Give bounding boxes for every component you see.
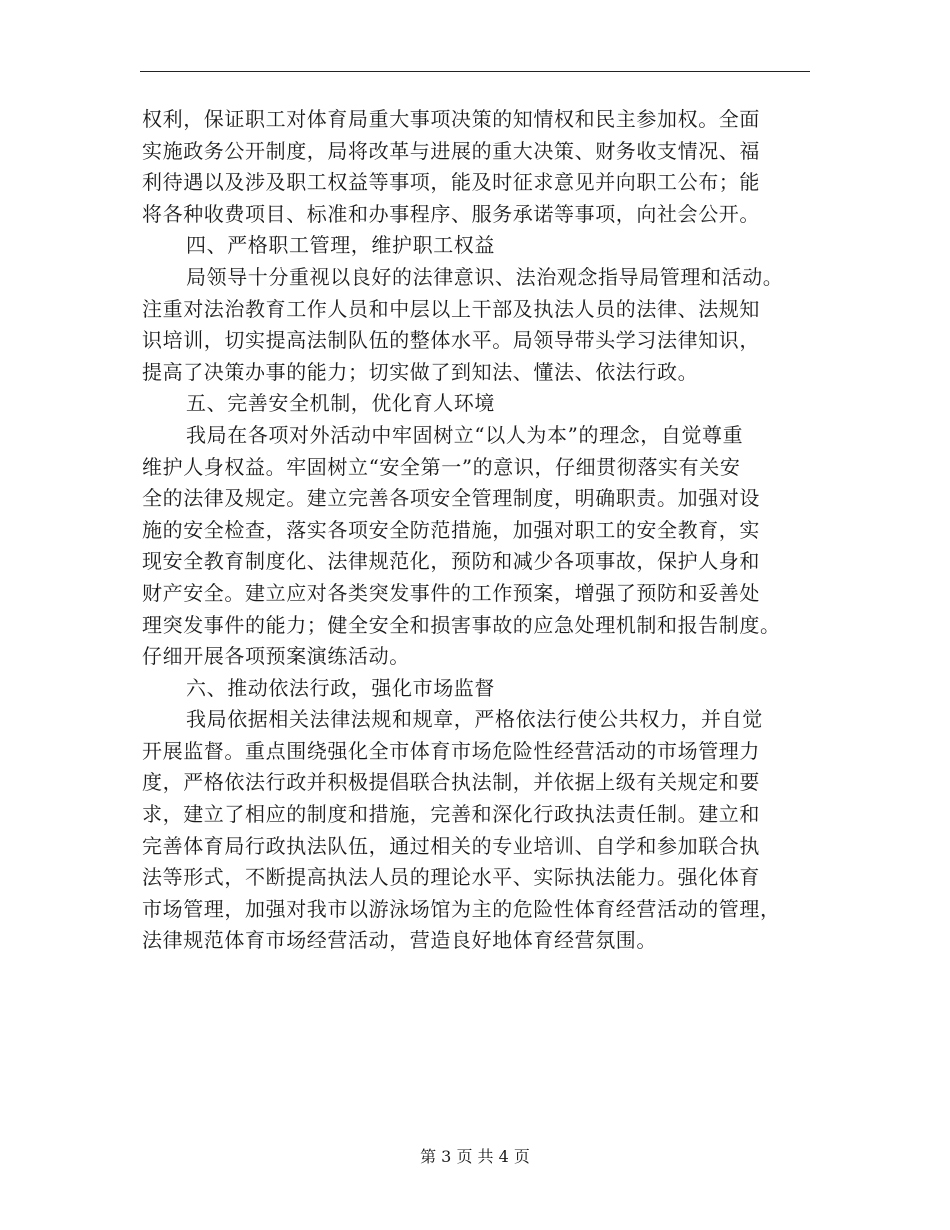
body-line: 局领导十分重视以良好的法律意识、法治观念指导局管理和活动。 <box>186 264 784 289</box>
body-line: 理突发事件的能力；健全安全和损害事故的应急处理机制和报告制度。 <box>142 612 781 637</box>
body-line: 利待遇以及涉及职工权益等事项，能及时征求意见并向职工公布；能 <box>142 170 760 195</box>
body-line: 现安全教育制度化、法律规范化，预防和减少各项事故，保护人身和 <box>142 549 760 574</box>
document-body <box>142 104 814 957</box>
section-heading-6: 六、推动依法行政，强化市场监督 <box>186 675 495 700</box>
section-heading-5: 五、完善安全机制，优化育人环境 <box>186 391 495 416</box>
body-line: 法律规范体育市场经营活动，营造良好地体育经营氛围。 <box>142 928 657 953</box>
body-line: 度，严格依法行政并积极提倡联合执法制，并依据上级有关规定和要 <box>142 770 760 795</box>
body-line: 我局在各项对外活动中牢固树立“以人为本”的理念，自觉尊重 <box>186 422 744 447</box>
body-line: 将各种收费项目、标准和办事程序、服务承诺等事项，向社会公开。 <box>142 201 760 226</box>
body-line: 我局依据相关法律法规和规章，严格依法行使公共权力，并自觉 <box>186 707 763 732</box>
body-line: 求，建立了相应的制度和措施，完善和深化行政执法责任制。建立和 <box>142 802 760 827</box>
body-line: 识培训，切实提高法制队伍的整体水平。局领导带头学习法律知识， <box>142 328 760 353</box>
section-heading-4: 四、严格职工管理，维护职工权益 <box>186 233 495 258</box>
body-line: 施的安全检查，落实各项安全防范措施，加强对职工的安全教育，实 <box>142 517 760 542</box>
footer-suffix: 页 <box>513 1147 530 1166</box>
footer-total-pages: 4 <box>498 1147 509 1166</box>
footer-current-page: 3 <box>441 1147 452 1166</box>
body-line: 提高了决策办事的能力；切实做了到知法、懂法、依法行政。 <box>142 359 699 384</box>
body-line: 财产安全。建立应对各类突发事件的工作预案，增强了预防和妥善处 <box>142 580 760 605</box>
footer-prefix: 第 <box>420 1147 437 1166</box>
body-line: 完善体育局行政执法队伍，通过相关的专业培训、自学和参加联合执 <box>142 833 760 858</box>
header-rule <box>140 71 810 72</box>
body-line: 仔细开展各项预案演练活动。 <box>142 644 410 669</box>
body-line: 开展监督。重点围绕强化全市体育市场危险性经营活动的市场管理力 <box>142 738 760 763</box>
footer-middle: 页 共 <box>456 1147 494 1166</box>
body-line: 法等形式，不断提高执法人员的理论水平、实际执法能力。强化体育 <box>142 865 760 890</box>
body-line: 注重对法治教育工作人员和中层以上干部及执法人员的法律、法规知 <box>142 296 760 321</box>
body-line: 维护人身权益。牢固树立“安全第一”的意识，仔细贯彻落实有关安 <box>142 454 741 479</box>
body-line: 权利，保证职工对体育局重大事项决策的知情权和民主参加权。全面 <box>142 107 760 131</box>
page-footer <box>0 1147 950 1167</box>
body-line: 实施政务公开制度，局将改革与进展的重大决策、财务收支情况、福 <box>142 138 760 163</box>
body-line: 全的法律及规定。建立完善各项安全管理制度，明确职责。加强对设 <box>142 486 760 511</box>
body-line: 市场管理，加强对我市以游泳场馆为主的危险性体育经营活动的管理， <box>142 896 781 921</box>
